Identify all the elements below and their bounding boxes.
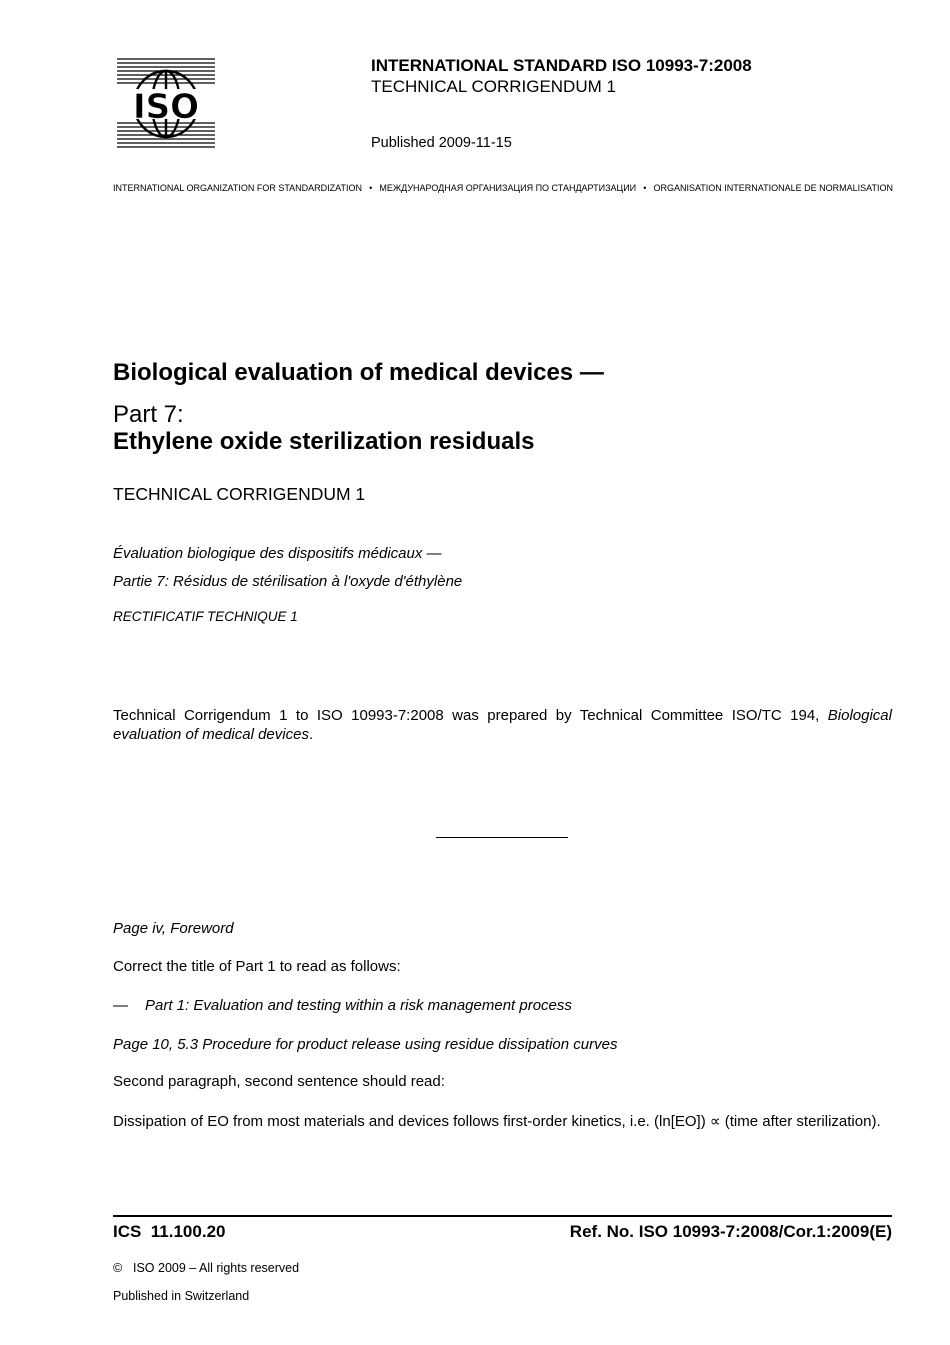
organization-names xyxy=(113,183,893,193)
org-name-ru: МЕЖДУНАРОДНАЯ ОРГАНИЗАЦИЯ ПО СТАНДАРТИЗАЦИИ xyxy=(379,183,637,193)
french-title: Évaluation biologique des dispositifs médicaux — xyxy=(113,545,442,562)
intro-paragraph: Technical Corrigendum 1 to ISO 10993-7:2008 was prepared by Technical Committee ISO/TC 194, Biological evaluation of medical devices. xyxy=(113,707,892,743)
list-item-text: Part 1: Evaluation and testing within a risk management process xyxy=(145,997,572,1014)
list-item xyxy=(113,997,572,1014)
published-in: Published in Switzerland xyxy=(113,1289,250,1303)
footer-rule xyxy=(113,1215,892,1217)
committee-title: Biological evaluation of medical devices xyxy=(113,707,892,743)
replacement-instruction: Second paragraph, second sentence should read: xyxy=(113,1073,445,1090)
technical-corrigendum-label: TECHNICAL CORRIGENDUM 1 xyxy=(113,484,366,504)
ics-code: ICS 11.100.20 xyxy=(113,1222,226,1241)
section-heading-procedure: Page 10, 5.3 Procedure for product release using residue dissipation curves xyxy=(113,1036,618,1053)
iso-logo xyxy=(117,57,215,151)
part-number: Part 7: xyxy=(113,401,184,428)
svg-text:ISO: ISO xyxy=(132,87,200,127)
list-dash: — xyxy=(113,997,128,1014)
reference-number: Ref. No. ISO 10993-7:2008/Cor.1:2009(E) xyxy=(569,1222,892,1241)
org-name-en: INTERNATIONAL ORGANIZATION FOR STANDARDIZATION xyxy=(113,183,363,193)
part-title: Ethylene oxide sterilization residuals xyxy=(113,428,535,455)
french-corrigendum-label: RECTIFICATIF TECHNIQUE 1 xyxy=(113,609,298,624)
bullet-separator: • xyxy=(369,183,373,193)
correction-instruction: Correct the title of Part 1 to read as follows: xyxy=(113,958,401,975)
document-title: Biological evaluation of medical devices — xyxy=(113,359,604,386)
copyright-icon: © xyxy=(113,1261,123,1275)
replacement-sentence: Dissipation of EO from most materials and devices follows first-order kinetics, i.e. (ln[EO]) ∝ (time after sterilization). xyxy=(113,1113,881,1130)
french-part-title: Partie 7: Résidus de stérilisation à l'oxyde d'éthylène xyxy=(113,573,463,590)
copyright-notice: © ISO 2009 – All rights reserved xyxy=(113,1261,300,1275)
separator-rule xyxy=(436,837,568,838)
bullet-separator: • xyxy=(643,183,647,193)
section-heading-foreword: Page iv, Foreword xyxy=(113,920,234,937)
standard-title: INTERNATIONAL STANDARD ISO 10993-7:2008 xyxy=(371,56,752,75)
org-name-fr: ORGANISATION INTERNATIONALE DE NORMALISATION xyxy=(653,183,893,193)
corrigendum-label: TECHNICAL CORRIGENDUM 1 xyxy=(371,77,616,96)
published-date: Published 2009-11-15 xyxy=(371,135,512,151)
